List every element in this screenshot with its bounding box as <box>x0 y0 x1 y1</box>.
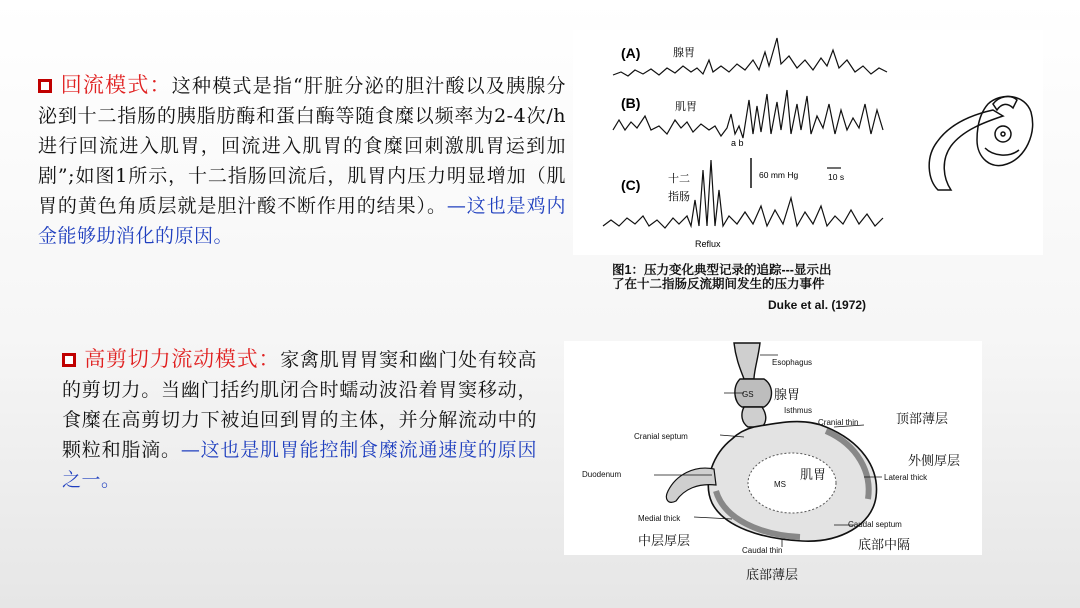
section1-text: 这种模式是指“肝脏分泌的胆汁酸以及胰腺分泌到十二指肠的胰脂肪酶和蛋白酶等随食糜以频率为2-4次/h进行回流进入肌胃，回流进入肌胃的食糜回刺激肌胃运到加剧”;如图1所示，十二指肠回流后，肌胃内压力明显增加（肌胃的黄色角质层就是胆汁酸不断作用的结果）。 <box>38 75 567 217</box>
section2-heading: 高剪切力流动模式： <box>84 347 281 371</box>
scale-time-label: 10 s <box>828 172 845 182</box>
figure1-caption-line1: 图1：压力变化典型记录的追踪---显示出 <box>612 263 832 277</box>
label-gizzard-cn: 肌胃 <box>800 468 827 483</box>
figure1-citation: Duke et al. (1972) <box>768 298 867 312</box>
figure1-pressure-traces <box>573 30 1043 255</box>
trace-c-name-1: 十二 <box>668 173 690 185</box>
label-caudal-thin: Caudal thin <box>742 546 783 555</box>
label-cranial-thin: Cranial thin <box>818 418 859 427</box>
reflux-label: Reflux <box>695 239 721 249</box>
trace-b-letter: (B) <box>621 95 641 111</box>
trace-c-name-2: 指肠 <box>668 191 690 203</box>
label-cranial-thin-cn: 顶部薄层 <box>896 412 949 427</box>
label-lateral-thick: Lateral thick <box>884 473 928 482</box>
trace-c-letter: (C) <box>621 177 641 193</box>
section1-paragraph <box>38 70 566 251</box>
label-duodenum: Duodenum <box>582 470 622 479</box>
label-medial-thick-cn: 中层厚层 <box>638 534 691 549</box>
trace-c-line <box>603 160 883 228</box>
label-ms: MS <box>774 480 786 489</box>
label-caudal-thin-cn: 底部薄层 <box>746 568 799 583</box>
label-isthmus: Isthmus <box>784 406 813 415</box>
label-gs: GS <box>742 390 754 399</box>
label-proventriculus-cn: 腺胃 <box>774 388 801 403</box>
section1-highlight: —这也是鸡内金能够助消化的原因。 <box>38 195 566 247</box>
scale-pressure-label: 60 mm Hg <box>759 170 799 180</box>
trace-b-line <box>613 90 883 138</box>
figure1-caption-line2: 了在十二指肠反流期间发生的压力事件 <box>612 277 825 291</box>
trace-a-name: 腺胃 <box>673 47 695 59</box>
section2-highlight: —这也是肌胃能控制食糜流通速度的原因之一。 <box>62 439 537 491</box>
label-esophagus: Esophagus <box>772 358 813 367</box>
label-caudal-septum-cn: 底部中隔 <box>858 538 911 553</box>
label-cranial-septum: Cranial septum <box>634 432 688 441</box>
label-caudal-septum: Caudal septum <box>848 520 902 529</box>
pressure-trace-graphic <box>573 30 1043 255</box>
trace-b-name: 肌胃 <box>675 101 697 113</box>
section2-text: 家禽肌胃胃窦和幽门处有较高的剪切力。当幽门括约肌闭合时蠕动波沿着胃窦移动，食糜在高剪切力下被迫回到胃的主体，并分解流动中的颗粒和脂滴。 <box>62 349 537 461</box>
trace-a-line <box>613 38 887 76</box>
gizzard-anatomy-graphic <box>564 341 982 555</box>
mark-ab: a b <box>731 138 744 148</box>
trace-a-letter: (A) <box>621 45 641 61</box>
checkbox-bullet-icon <box>38 79 52 93</box>
label-medial-thick: Medial thick <box>638 514 681 523</box>
checkbox-bullet-icon <box>62 353 76 367</box>
gut-sketch-graphic <box>929 96 1032 190</box>
label-lateral-thick-cn: 外侧厚层 <box>908 454 961 469</box>
section1-heading: 回流模式： <box>60 73 172 97</box>
section2-paragraph <box>62 344 537 495</box>
figure2-gizzard-diagram <box>564 341 982 555</box>
